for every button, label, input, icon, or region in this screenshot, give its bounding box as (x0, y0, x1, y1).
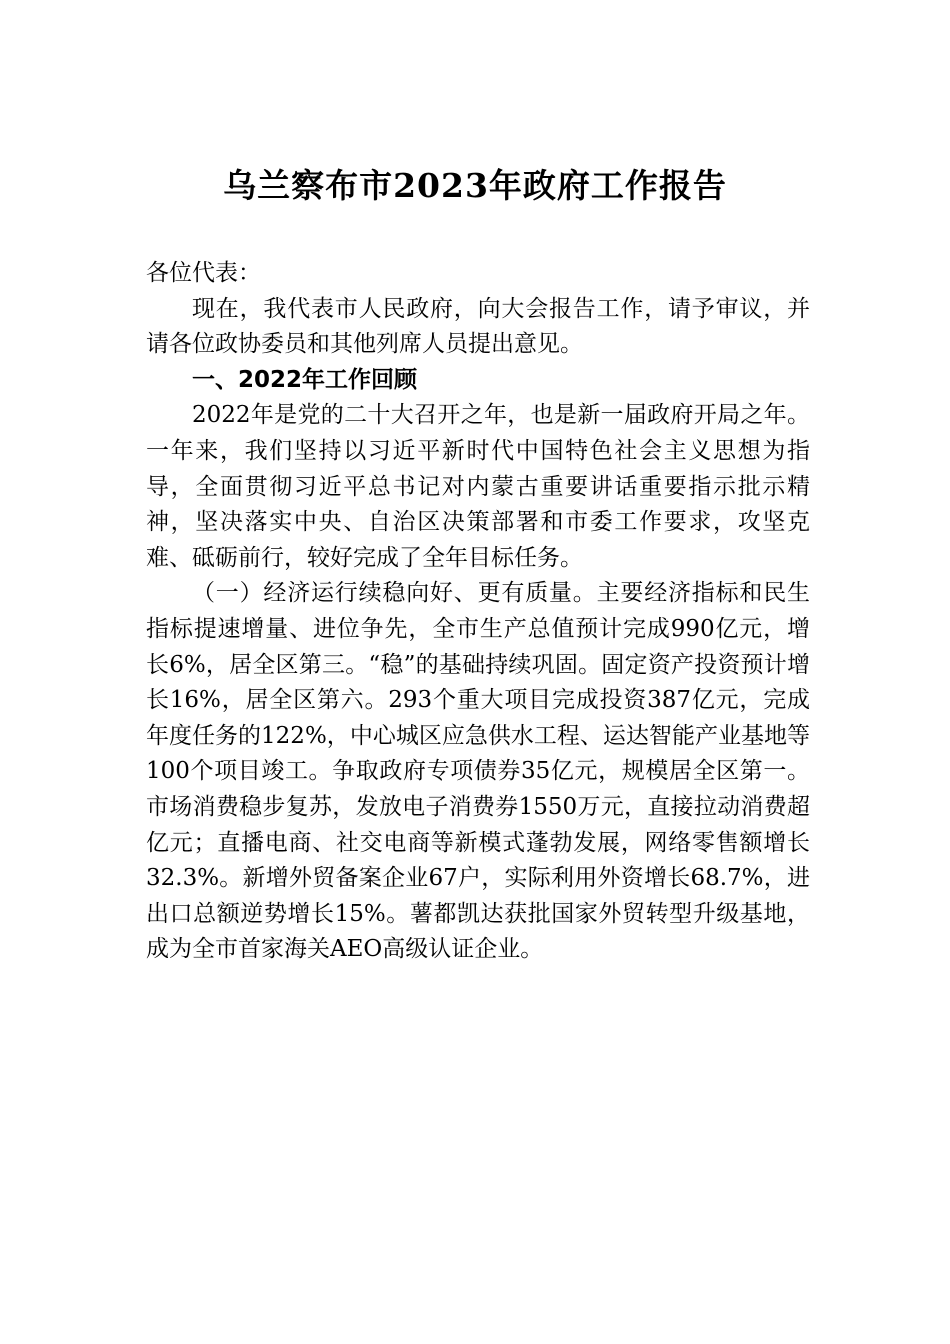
subsection-lead: （一）经济运行续稳向好、更有质量。 (192, 580, 597, 607)
document-title: 乌兰察布市2023年政府工作报告 (223, 166, 727, 205)
section-heading: 一、2022年工作回顾 (192, 366, 418, 393)
salutation: 各位代表： (146, 260, 261, 286)
subsection-paragraph (146, 576, 810, 968)
section-paragraph: 2022年是党的二十大召开之年，也是新一届政府开局之年。一年来，我们坚持以习近平新时代中国特色社会主义思想为指导，全面贯彻习近平总书记对内蒙古重要讲话重要指示批示精神，坚决落实中央、自治区决策部署和市委工作要求，攻坚克难、砥砺前行，较好完成了全年目标任务。 (146, 402, 810, 571)
document-body (146, 256, 810, 968)
subsection-body: 主要经济指标和民生指标提速增量、进位争先，全市生产总值预计完成990亿元，增长6%，居全区第三。“稳”的基础持续巩固。固定资产投资预计增长16%，居全区第六。293个重大项目完成投资387亿元，完成年度任务的122%，中心城区应急供水工程、运达智能产业基地等100个项目竣工。争取政府专项债券35亿元，规模居全区第一。市场消费稳步复苏，发放电子消费券1550万元，直接拉动消费超亿元；直播电商、社交电商等新模式蓬勃发展，网络零售额增长32.3%。新增外贸备案企业67户，实际利用外资增长68.7%，进出口总额逆势增长15%。薯都凯达获批国家外贸转型升级基地，成为全市首家海关AEO高级认证企业。 (146, 580, 811, 963)
intro-paragraph: 现在，我代表市人民政府，向大会报告工作，请予审议，并请各位政协委员和其他列席人员提出意见。 (146, 295, 810, 358)
